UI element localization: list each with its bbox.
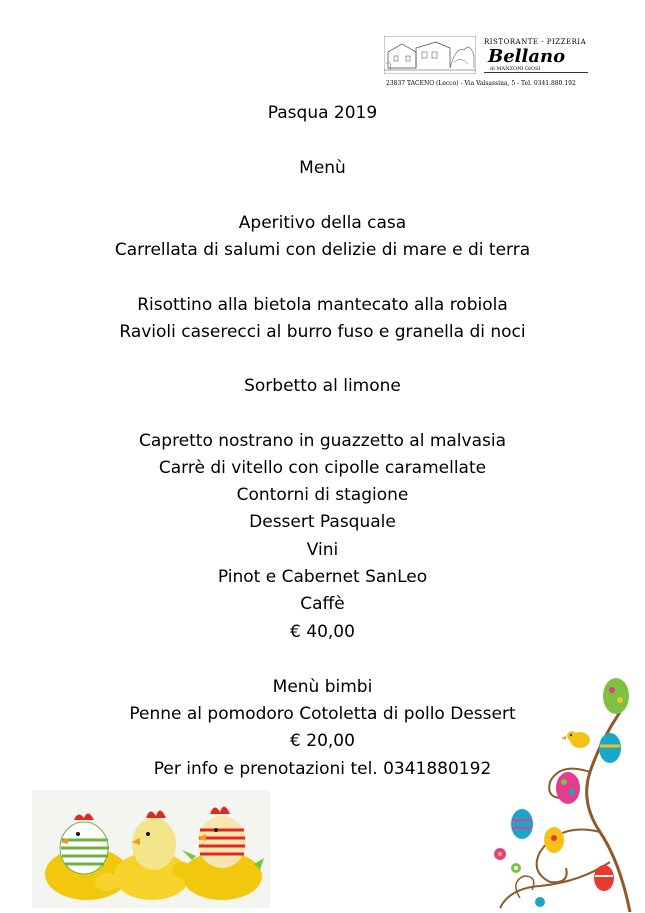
menu-item: Aperitivo della casa <box>238 213 407 233</box>
logo-top-line: RISTORANTE - PIZZERIA <box>484 38 587 46</box>
menu-item: Vini <box>306 540 339 560</box>
menu-item: Risottino alla bietola mantecato alla robiola <box>137 295 508 315</box>
menu-heading: Menù <box>299 158 346 178</box>
easter-egg-icon <box>599 733 621 763</box>
menu-title: Pasqua 2019 <box>267 103 378 123</box>
easter-egg-icon <box>594 865 614 891</box>
menu-item: Dessert Pasquale <box>249 512 396 532</box>
easter-egg-icon <box>556 772 580 804</box>
menu-item: Ravioli caserecci al burro fuso e granella di noci <box>119 322 526 342</box>
menu-price: € 40,00 <box>290 622 355 642</box>
logo-divider <box>484 72 588 73</box>
menu-item: Sorbetto al limone <box>244 376 401 396</box>
logo-name: Bellano <box>488 46 566 67</box>
building-sketch-icon <box>384 36 476 74</box>
easter-eggs-tree-image <box>480 672 640 912</box>
menu-item: Carrellata di salumi con delizie di mare e di terra <box>114 240 531 260</box>
kids-menu-price: € 20,00 <box>290 731 355 751</box>
easter-egg-icon <box>544 827 564 853</box>
easter-egg-icon <box>511 809 533 839</box>
logo-address: 23837 TACENO (Lecco) - Via Valsassina, 5 - Tel. 0341.880.192 <box>386 80 576 87</box>
menu-item: Carrè di vitello con cipolle caramellate <box>158 458 487 478</box>
knitted-chicks-image <box>32 790 270 908</box>
kids-menu-items: Penne al pomodoro Cotoletta di pollo Dessert <box>129 704 516 724</box>
menu-item: Caffè <box>300 594 345 614</box>
menu-item: Contorni di stagione <box>236 485 409 505</box>
menu-item: Pinot e Cabernet SanLeo <box>217 567 428 587</box>
contact-info: Per info e prenotazioni tel. 0341880192 <box>153 759 492 779</box>
kids-menu-heading: Menù bimbi <box>272 677 373 697</box>
restaurant-logo <box>384 34 590 90</box>
bird-icon <box>561 731 590 748</box>
logo-sub: di MANZONI GIOSI <box>490 66 541 72</box>
menu-item: Capretto nostrano in guazzetto al malvasia <box>138 431 507 451</box>
easter-egg-icon <box>603 678 629 714</box>
